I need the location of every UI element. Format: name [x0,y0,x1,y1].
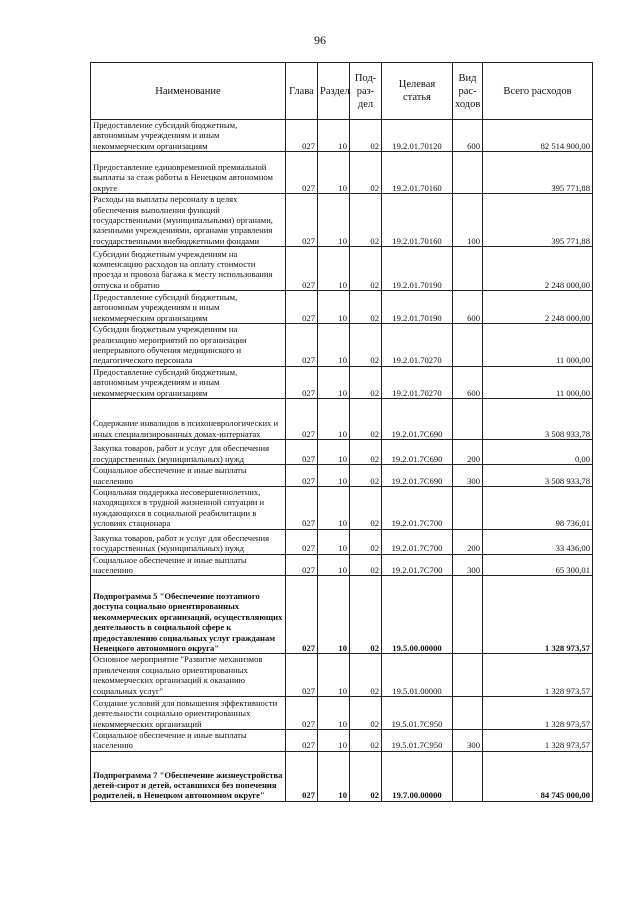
table-row [91,654,593,697]
table-row [91,399,593,440]
cell-vid: 300 [453,729,483,751]
cell-tselevaya: 19.2.01.70160 [382,152,453,194]
cell-glava: 027 [286,729,318,751]
cell-razdel: 10 [318,120,350,152]
table-header-row [91,63,593,120]
cell-podrazdel: 02 [350,440,382,465]
table-row [91,729,593,751]
cell-vid [453,751,483,801]
cell-razdel: 10 [318,554,350,576]
cell-razdel: 10 [318,152,350,194]
cell-glava: 027 [286,194,318,247]
cell-razdel: 10 [318,729,350,751]
cell-total: 84 745 000,00 [483,751,593,801]
cell-glava: 027 [286,529,318,554]
cell-name: Субсидии бюджетным учреждениям на реализацию мероприятий по организации непрерывного обучения медицинского и педагогического персонала [91,324,286,367]
cell-tselevaya: 19.2.01.7С690 [382,440,453,465]
cell-name: Субсидии бюджетным учреждениям на компенсацию расходов на оплату стоимости проезда и провоза багажа к месту использования отпуска и обратно [91,247,286,291]
cell-podrazdel: 02 [350,576,382,654]
cell-name: Закупка товаров, работ и услуг для обеспечения государственных (муниципальных) нужд [91,529,286,554]
table-row [91,576,593,654]
header-razdel: Раздел [318,63,350,120]
cell-razdel: 10 [318,529,350,554]
cell-vid: 100 [453,194,483,247]
cell-total: 2 248 000,00 [483,291,593,324]
cell-vid: 600 [453,291,483,324]
cell-tselevaya: 19.5.01.7С950 [382,696,453,729]
cell-glava: 027 [286,440,318,465]
cell-glava: 027 [286,247,318,291]
cell-vid [453,247,483,291]
cell-total: 65 300,01 [483,554,593,576]
cell-name: Социальное обеспечение и иные выплаты населению [91,465,286,487]
table-row [91,529,593,554]
cell-glava: 027 [286,120,318,152]
cell-total: 3 508 933,78 [483,399,593,440]
cell-name: Предоставление единовременной премиальной выплаты за стаж работы в Ненецком автономном округе [91,152,286,194]
header-total: Всего расходов [483,63,593,120]
cell-tselevaya: 19.7.00.00000 [382,751,453,801]
table-row [91,194,593,247]
cell-total: 11 000,00 [483,324,593,367]
cell-name: Социальная поддержка несовершеннолетних, находящихся в трудной жизненной ситуации и нуждающихся в социальной реабилитации в условиях стационара [91,486,286,529]
cell-vid [453,576,483,654]
table-row [91,366,593,398]
cell-name: Предоставление субсидий бюджетным, автономным учреждениям и иным некоммерческим организациям [91,366,286,398]
cell-podrazdel: 02 [350,152,382,194]
cell-total: 395 771,88 [483,152,593,194]
table-row [91,120,593,152]
cell-total: 33 436,00 [483,529,593,554]
cell-vid: 200 [453,529,483,554]
cell-name: Предоставление субсидий бюджетным, автономным учреждениям и иным некоммерческим организациям [91,120,286,152]
header-name: Наименование [91,63,286,120]
cell-tselevaya: 19.2.01.70190 [382,291,453,324]
table-row [91,696,593,729]
cell-razdel: 10 [318,324,350,367]
cell-tselevaya: 19.5.01.00000 [382,654,453,697]
table-row [91,465,593,487]
cell-razdel: 10 [318,194,350,247]
cell-tselevaya: 19.2.01.70160 [382,194,453,247]
table-row [91,486,593,529]
cell-total: 1 328 973,57 [483,729,593,751]
cell-podrazdel: 02 [350,399,382,440]
cell-razdel: 10 [318,486,350,529]
cell-podrazdel: 02 [350,366,382,398]
cell-tselevaya: 19.2.01.7С690 [382,399,453,440]
table-row [91,247,593,291]
cell-name: Подпрограмма 7 "Обеспечение жизнеустройства детей-сирот и детей, оставшихся без попечения родителей, в Ненецком автономном округе" [91,751,286,801]
cell-podrazdel: 02 [350,465,382,487]
cell-podrazdel: 02 [350,120,382,152]
cell-razdel: 10 [318,751,350,801]
cell-vid: 600 [453,120,483,152]
table-row [91,324,593,367]
cell-total: 395 771,88 [483,194,593,247]
cell-tselevaya: 19.5.00.00000 [382,576,453,654]
cell-total: 2 248 000,00 [483,247,593,291]
header-glava: Глава [286,63,318,120]
cell-glava: 027 [286,152,318,194]
cell-name: Предоставление субсидий бюджетным, автономным учреждениям и иным некоммерческим организациям [91,291,286,324]
cell-podrazdel: 02 [350,247,382,291]
cell-razdel: 10 [318,654,350,697]
cell-razdel: 10 [318,440,350,465]
cell-podrazdel: 02 [350,751,382,801]
cell-glava: 027 [286,399,318,440]
cell-tselevaya: 19.5.01.7С950 [382,729,453,751]
header-podrazdel: Под-раз-дел [350,63,382,120]
cell-podrazdel: 02 [350,654,382,697]
cell-glava: 027 [286,696,318,729]
cell-podrazdel: 02 [350,486,382,529]
cell-glava: 027 [286,486,318,529]
cell-razdel: 10 [318,366,350,398]
cell-name: Социальное обеспечение и иные выплаты населению [91,554,286,576]
cell-podrazdel: 02 [350,529,382,554]
cell-tselevaya: 19.2.01.7С690 [382,465,453,487]
cell-tselevaya: 19.2.01.70120 [382,120,453,152]
cell-total: 1 328 973,57 [483,696,593,729]
cell-name: Основное мероприятие "Развитие механизмов привлечения социально ориентированных некоммерческих организаций к оказанию социальных услуг" [91,654,286,697]
cell-total: 1 328 973,57 [483,654,593,697]
cell-razdel: 10 [318,247,350,291]
cell-name: Создание условий для повышения эффективности деятельности социально ориентированных некоммерческих организаций [91,696,286,729]
cell-vid: 300 [453,554,483,576]
cell-tselevaya: 19.2.01.70270 [382,366,453,398]
cell-glava: 027 [286,465,318,487]
cell-podrazdel: 02 [350,554,382,576]
cell-podrazdel: 02 [350,194,382,247]
cell-name: Расходы на выплаты персоналу в целях обеспечения выполнения функций государственными (муниципальными) органами, казенными учреждениями, органами управления государственными внебюджетными фондами [91,194,286,247]
budget-table [90,62,593,802]
cell-podrazdel: 02 [350,291,382,324]
cell-total: 98 736,01 [483,486,593,529]
cell-glava: 027 [286,366,318,398]
cell-total: 1 328 973,57 [483,576,593,654]
cell-vid [453,324,483,367]
cell-tselevaya: 19.2.01.7С700 [382,529,453,554]
cell-tselevaya: 19.2.01.70270 [382,324,453,367]
cell-glava: 027 [286,576,318,654]
cell-podrazdel: 02 [350,729,382,751]
cell-total: 3 508 933,78 [483,465,593,487]
cell-total: 11 000,00 [483,366,593,398]
cell-name: Социальное обеспечение и иные выплаты населению [91,729,286,751]
cell-name: Содержание инвалидов в психоневрологических и иных специализированных домах-интернатах [91,399,286,440]
cell-vid [453,486,483,529]
cell-name: Закупка товаров, работ и услуг для обеспечения государственных (муниципальных) нужд [91,440,286,465]
cell-name: Подпрограмма 5 "Обеспечение поэтапного доступа социально ориентированных некоммерческих организаций, осуществляющих деятельность в социальной сфере к предоставлению социальных услуг гражданам Ненецкого автономного округа" [91,576,286,654]
cell-razdel: 10 [318,291,350,324]
cell-tselevaya: 19.2.01.70190 [382,247,453,291]
cell-glava: 027 [286,291,318,324]
table-row [91,291,593,324]
cell-podrazdel: 02 [350,696,382,729]
cell-vid: 300 [453,465,483,487]
cell-tselevaya: 19.2.01.7С700 [382,486,453,529]
cell-tselevaya: 19.2.01.7С700 [382,554,453,576]
cell-vid [453,399,483,440]
table-row [91,554,593,576]
cell-vid [453,152,483,194]
cell-vid [453,696,483,729]
header-tselevaya: Целевая статья [382,63,453,120]
cell-glava: 027 [286,324,318,367]
table-row [91,440,593,465]
header-vid: Вид рас-ходов [453,63,483,120]
cell-vid: 200 [453,440,483,465]
cell-glava: 027 [286,654,318,697]
cell-total: 82 514 900,00 [483,120,593,152]
cell-total: 0,00 [483,440,593,465]
cell-vid: 600 [453,366,483,398]
cell-podrazdel: 02 [350,324,382,367]
cell-razdel: 10 [318,399,350,440]
cell-glava: 027 [286,554,318,576]
table-row [91,152,593,194]
cell-razdel: 10 [318,465,350,487]
cell-glava: 027 [286,751,318,801]
cell-vid [453,654,483,697]
cell-razdel: 10 [318,576,350,654]
cell-razdel: 10 [318,696,350,729]
table-row [91,751,593,801]
page-number: 96 [314,33,326,47]
